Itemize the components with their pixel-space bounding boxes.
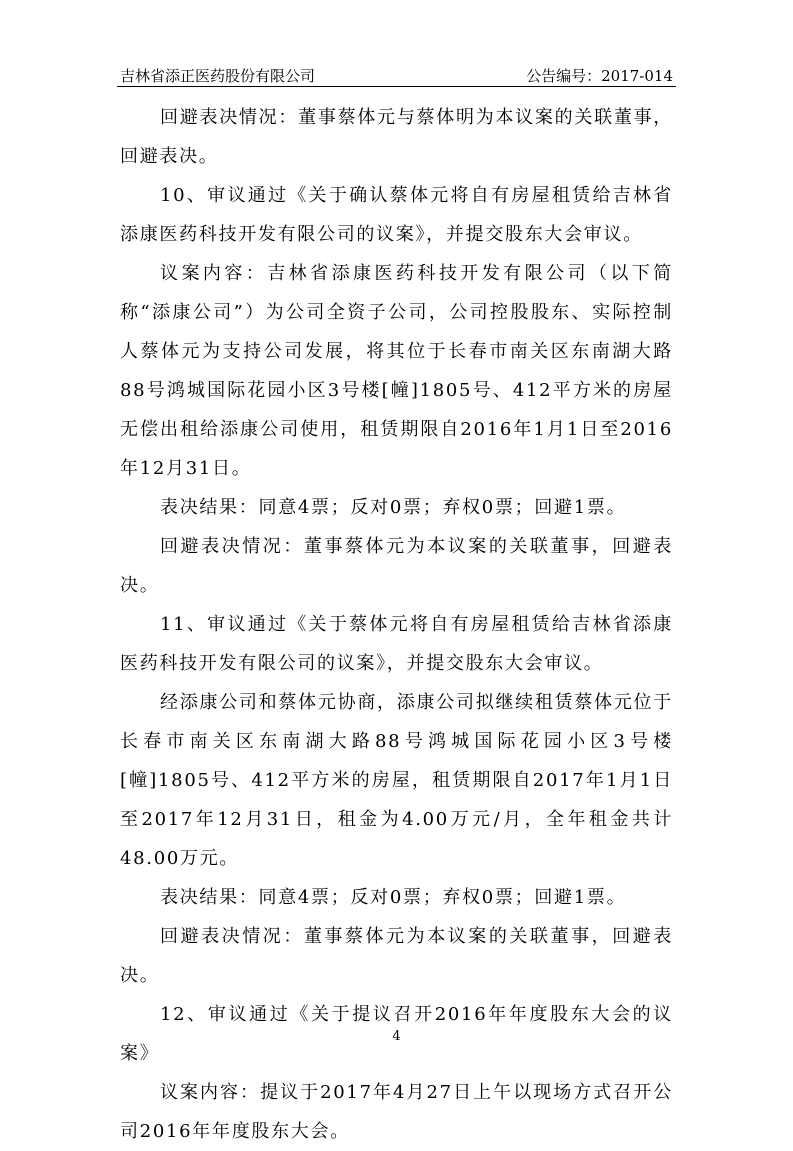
paragraph-recusal-note-9: 回避表决情况：董事蔡体元与蔡体明为本议案的关联董事，回避表决。 [120,107,673,167]
paragraph-proposal-content-11: 经添康公司和蔡体元协商，添康公司拟继续租赁蔡体元位于长春市南关区东南湖大路88号鸿城国际花园小区3号楼[幢]1805号、412平方米的房屋，租赁期限自2017年1月1日至2017年12月31日，租金为4.00万元/月，全年租金共计48.00万元。 [120,692,673,869]
header-divider [117,86,676,87]
paragraph-resolution-12: 12、审议通过《关于提议召开2016年年度股东大会的议案》 [120,1004,673,1064]
paragraph-vote-result-11: 表决结果：同意4票；反对0票；弃权0票；回避1票。 [160,887,627,908]
paragraph-vote-result-10: 表决结果：同意4票；反对0票；弃权0票；回避1票。 [160,497,627,518]
notice-number: 公告编号：2017-014 [526,67,673,85]
paragraph-proposal-content-12: 议案内容：提议于2017年4月27日上午以现场方式召开公司2016年年度股东大会。 [120,1082,673,1142]
document-body [120,98,673,1151]
page-number: 4 [392,1029,401,1044]
paragraph-proposal-content-10: 议案内容：吉林省添康医药科技开发有限公司（以下简称“添康公司”）为公司全资子公司，公司控股股东、实际控制人蔡体元为支持公司发展，将其位于长春市南关区东南湖大路88号鸿城国际花园小区3号楼[幢]1805号、412平方米的房屋无偿出租给添康公司使用，租赁期限自2016年1月1日至2016年12月31日。 [120,263,673,479]
paragraph-recusal-note-11: 回避表决情况：董事蔡体元为本议案的关联董事，回避表决。 [120,926,673,986]
company-name: 吉林省添正医药股份有限公司 [120,67,316,85]
paragraph-resolution-10: 10、审议通过《关于确认蔡体元将自有房屋租赁给吉林省添康医药科技开发有限公司的议案》，并提交股东大会审议。 [120,185,673,245]
paragraph-recusal-note-10: 回避表决情况：董事蔡体元为本议案的关联董事，回避表决。 [120,536,673,596]
page-header [120,62,673,86]
paragraph-resolution-11: 11、审议通过《关于蔡体元将自有房屋租赁给吉林省添康医药科技开发有限公司的议案》，并提交股东大会审议。 [120,614,673,674]
